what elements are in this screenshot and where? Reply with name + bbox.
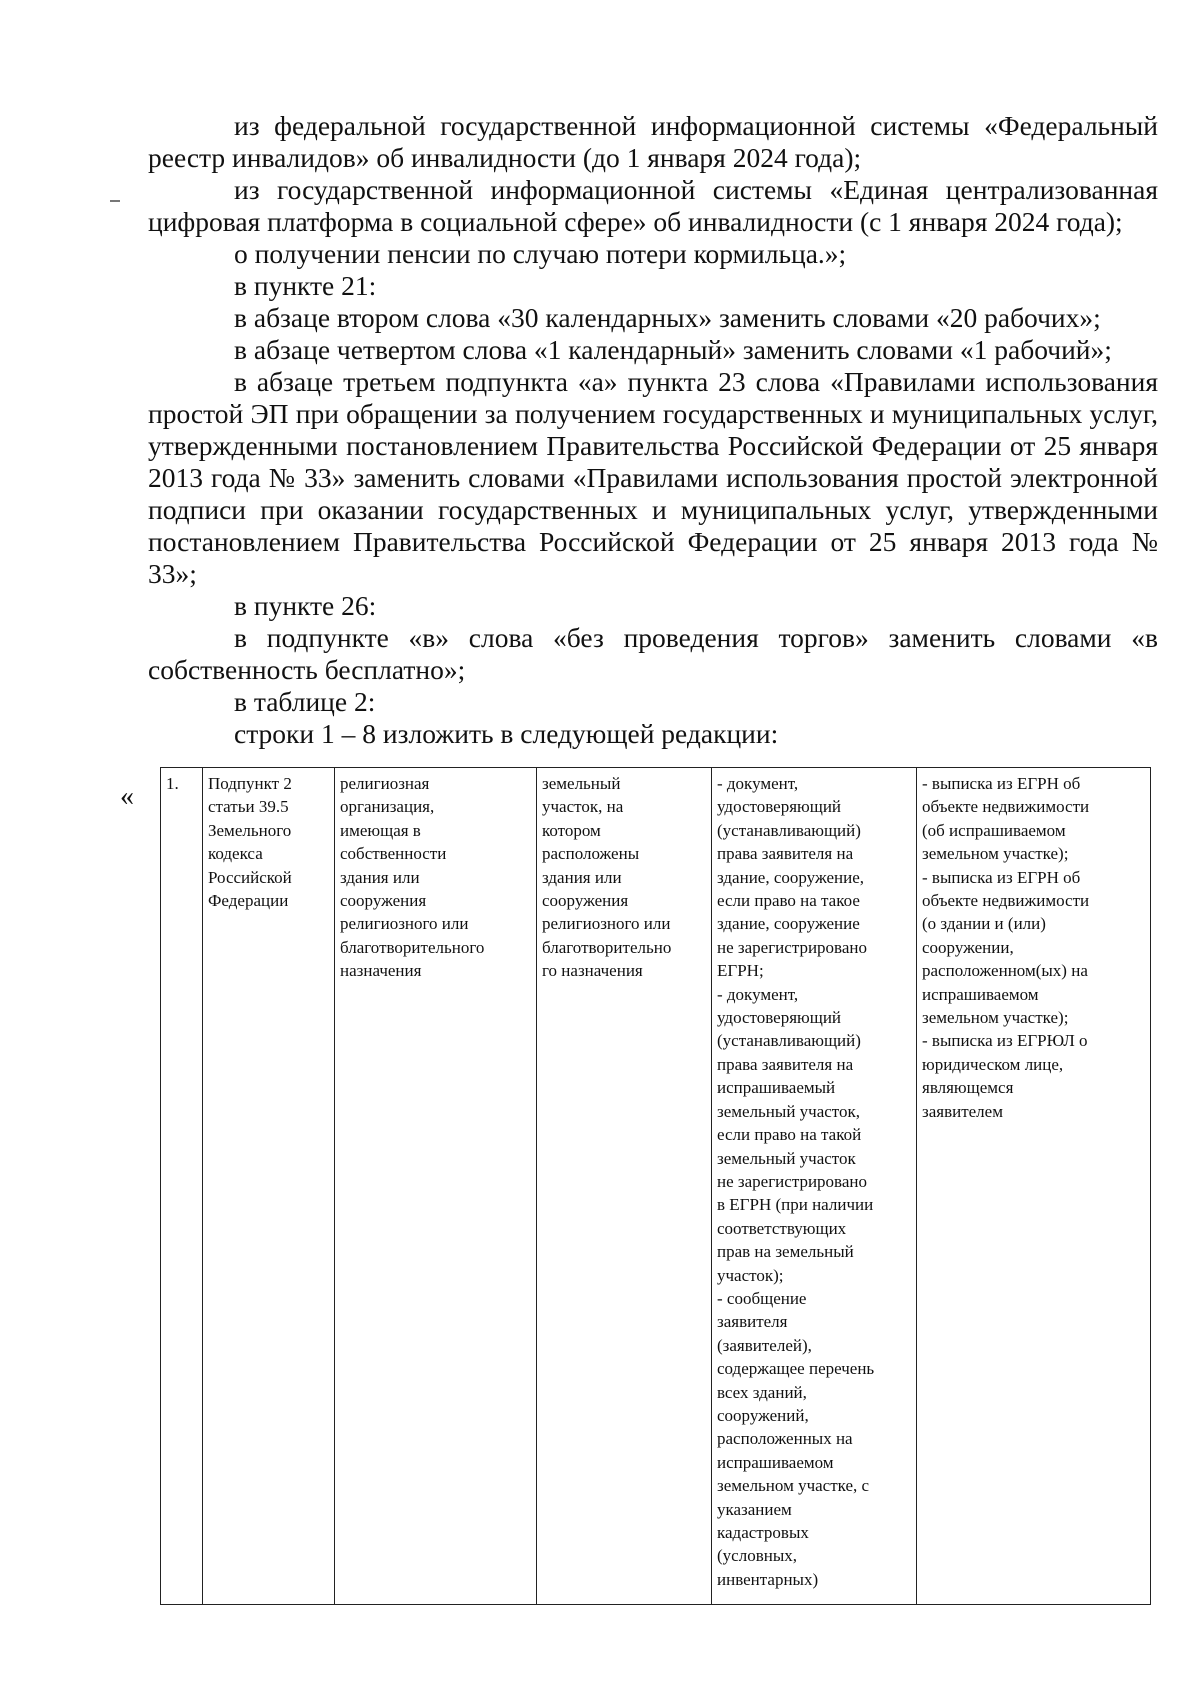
- paragraph: в подпункте «в» слова «без проведения торгов» заменить словами «в собственность бесплатно»;: [148, 622, 1158, 685]
- cell-text-line: (об испрашиваемом: [922, 820, 1066, 840]
- cell-text-line: благотворительного: [340, 937, 485, 957]
- paragraph: в пункте 21:: [234, 270, 377, 301]
- cell-text-line: назначения: [340, 961, 422, 981]
- cell-text-line: земельный: [542, 774, 621, 793]
- cell-text-line: испрашиваемом: [717, 1452, 834, 1472]
- cell-text-line: - выписка из ЕГРН об: [922, 774, 1081, 793]
- cell-text-line: расположенном(ых) на: [922, 961, 1088, 981]
- scan-mark: [110, 200, 120, 202]
- cell-text-line: если право на такое: [717, 891, 860, 911]
- cell-text-line: содержащее перечень: [717, 1359, 875, 1379]
- table-cell-applicant: [335, 768, 537, 1605]
- cell-text-line: го назначения: [542, 961, 643, 981]
- table-cell-applicant-documents: [712, 768, 917, 1605]
- cell-text-line: заявителем: [922, 1101, 1003, 1121]
- cell-text-line: участок, на: [542, 797, 624, 817]
- cell-text-line: 1.: [166, 774, 179, 793]
- cell-text-line: собственности: [340, 844, 447, 864]
- cell-text-line: здания или: [340, 867, 420, 887]
- cell-text-line: права заявителя на: [717, 844, 854, 864]
- cell-text-line: Российской: [208, 867, 292, 887]
- cell-text-line: благотворительно: [542, 937, 672, 957]
- cell-text-line: - сообщение: [717, 1288, 807, 1308]
- cell-text-line: сооружения: [340, 891, 427, 911]
- table-row: [161, 768, 1151, 1605]
- cell-text-line: в ЕГРН (при наличии: [717, 1195, 874, 1215]
- cell-text-line: (заявителей),: [717, 1335, 812, 1355]
- paragraph: строки 1 – 8 изложить в следующей редакции:: [234, 718, 779, 749]
- cell-text-line: Подпункт 2: [208, 774, 292, 793]
- cell-text-line: (устанавливающий): [717, 1031, 861, 1051]
- cell-text-line: объекте недвижимости: [922, 797, 1090, 817]
- paragraph: в абзаце третьем подпункта «а» пункта 23 слова «Правилами использования простой ЭП при обращении за получением государственных и муниципальных услуг, утвержденными постановлением Правительства Российской Федерации от 25 января 2013 года № 33» заменить словами «Правилами использования простой электронной подписи при оказании государственных и муниципальных услуг, утвержденными постановлением Правительства Российской Федерации от 25 января 2013 года № 33»;: [148, 366, 1158, 589]
- cell-text-line: котором: [542, 820, 601, 840]
- paragraph: в абзаце втором слова «30 календарных» заменить словами «20 рабочих»;: [234, 302, 1101, 333]
- paragraph: о получении пенсии по случаю потери кормильца.»;: [234, 238, 847, 269]
- cell-text-line: - выписка из ЕГРЮЛ о: [922, 1031, 1088, 1051]
- table-cell-basis: [203, 768, 335, 1605]
- cell-text-line: организация,: [340, 797, 435, 817]
- cell-text-line: Земельного: [208, 820, 292, 840]
- cell-text-line: испрашиваемый: [717, 1078, 836, 1098]
- paragraph: из государственной информационной системы «Единая централизованная цифровая платформа в социальной сфере» об инвалидности (с 1 января 2024 года);: [148, 174, 1158, 237]
- cell-text-line: соответствующих: [717, 1218, 847, 1238]
- table-cell-number: [161, 768, 203, 1605]
- cell-text-line: здание, сооружение: [717, 914, 860, 934]
- table-body: [161, 768, 1151, 1605]
- cell-text-line: кадастровых: [717, 1523, 809, 1542]
- table-open-quote: «: [120, 781, 134, 812]
- cell-text-line: сооружений,: [717, 1405, 809, 1425]
- cell-text-line: (о здании и (или): [922, 914, 1046, 934]
- paragraph: в пункте 26:: [234, 590, 377, 621]
- cell-text-line: не зарегистрировано: [717, 937, 867, 957]
- cell-text-line: религиозного или: [542, 914, 671, 934]
- document-table: [160, 767, 1151, 1605]
- cell-text-line: статьи 39.5: [208, 797, 289, 817]
- cell-text-line: здание, сооружение,: [717, 867, 864, 887]
- cell-text-line: - документ,: [717, 984, 799, 1004]
- cell-text-line: участок);: [717, 1265, 784, 1285]
- cell-text-line: Федерации: [208, 891, 289, 911]
- cell-text-line: указанием: [717, 1499, 792, 1519]
- cell-text-line: здания или: [542, 867, 622, 887]
- table-cell-land-plot: [537, 768, 712, 1605]
- cell-text-line: прав на земельный: [717, 1242, 854, 1262]
- cell-text-line: удостоверяющий: [717, 1008, 842, 1028]
- cell-text-line: права заявителя на: [717, 1054, 854, 1074]
- paragraph: в абзаце четвертом слова «1 календарный» заменить словами «1 рабочий»;: [234, 334, 1112, 365]
- cell-text-line: земельном участке, с: [717, 1476, 870, 1496]
- cell-text-line: ЕГРН;: [717, 961, 764, 981]
- cell-text-line: расположенных на: [717, 1429, 853, 1449]
- cell-text-line: не зарегистрировано: [717, 1171, 867, 1191]
- paragraph: из федеральной государственной информационной системы «Федеральный реестр инвалидов» об инвалидности (до 1 января 2024 года);: [148, 110, 1158, 173]
- cell-text-line: религиозная: [340, 774, 430, 793]
- cell-text-line: (устанавливающий): [717, 820, 861, 840]
- cell-text-line: земельном участке);: [922, 844, 1069, 864]
- cell-text-line: являющемся: [922, 1078, 1014, 1098]
- cell-text-line: - выписка из ЕГРН об: [922, 867, 1081, 887]
- table-cell-requested-documents: [917, 768, 1151, 1605]
- cell-text-line: кодекса: [208, 844, 263, 864]
- cell-text-line: всех зданий,: [717, 1382, 807, 1402]
- cell-text-line: если право на такой: [717, 1125, 862, 1145]
- cell-text-line: (условных,: [717, 1546, 797, 1566]
- cell-text-line: земельный участок: [717, 1148, 856, 1168]
- cell-text-line: имеющая в: [340, 820, 421, 840]
- cell-text-line: объекте недвижимости: [922, 891, 1090, 911]
- document-body: [148, 110, 1158, 750]
- cell-text-line: - документ,: [717, 774, 799, 793]
- paragraph: в таблице 2:: [234, 686, 376, 717]
- cell-text-line: расположены: [542, 844, 640, 864]
- cell-text-line: испрашиваемом: [922, 984, 1039, 1004]
- cell-text-line: земельный участок,: [717, 1101, 861, 1121]
- cell-text-line: удостоверяющий: [717, 797, 842, 817]
- cell-text-line: юридическом лице,: [922, 1054, 1064, 1074]
- cell-text-line: заявителя: [717, 1312, 788, 1332]
- cell-text-line: инвентарных): [717, 1569, 819, 1589]
- cell-text-line: сооружения: [542, 891, 629, 911]
- cell-text-line: религиозного или: [340, 914, 469, 934]
- cell-text-line: сооружении,: [922, 937, 1014, 957]
- cell-text-line: земельном участке);: [922, 1008, 1069, 1028]
